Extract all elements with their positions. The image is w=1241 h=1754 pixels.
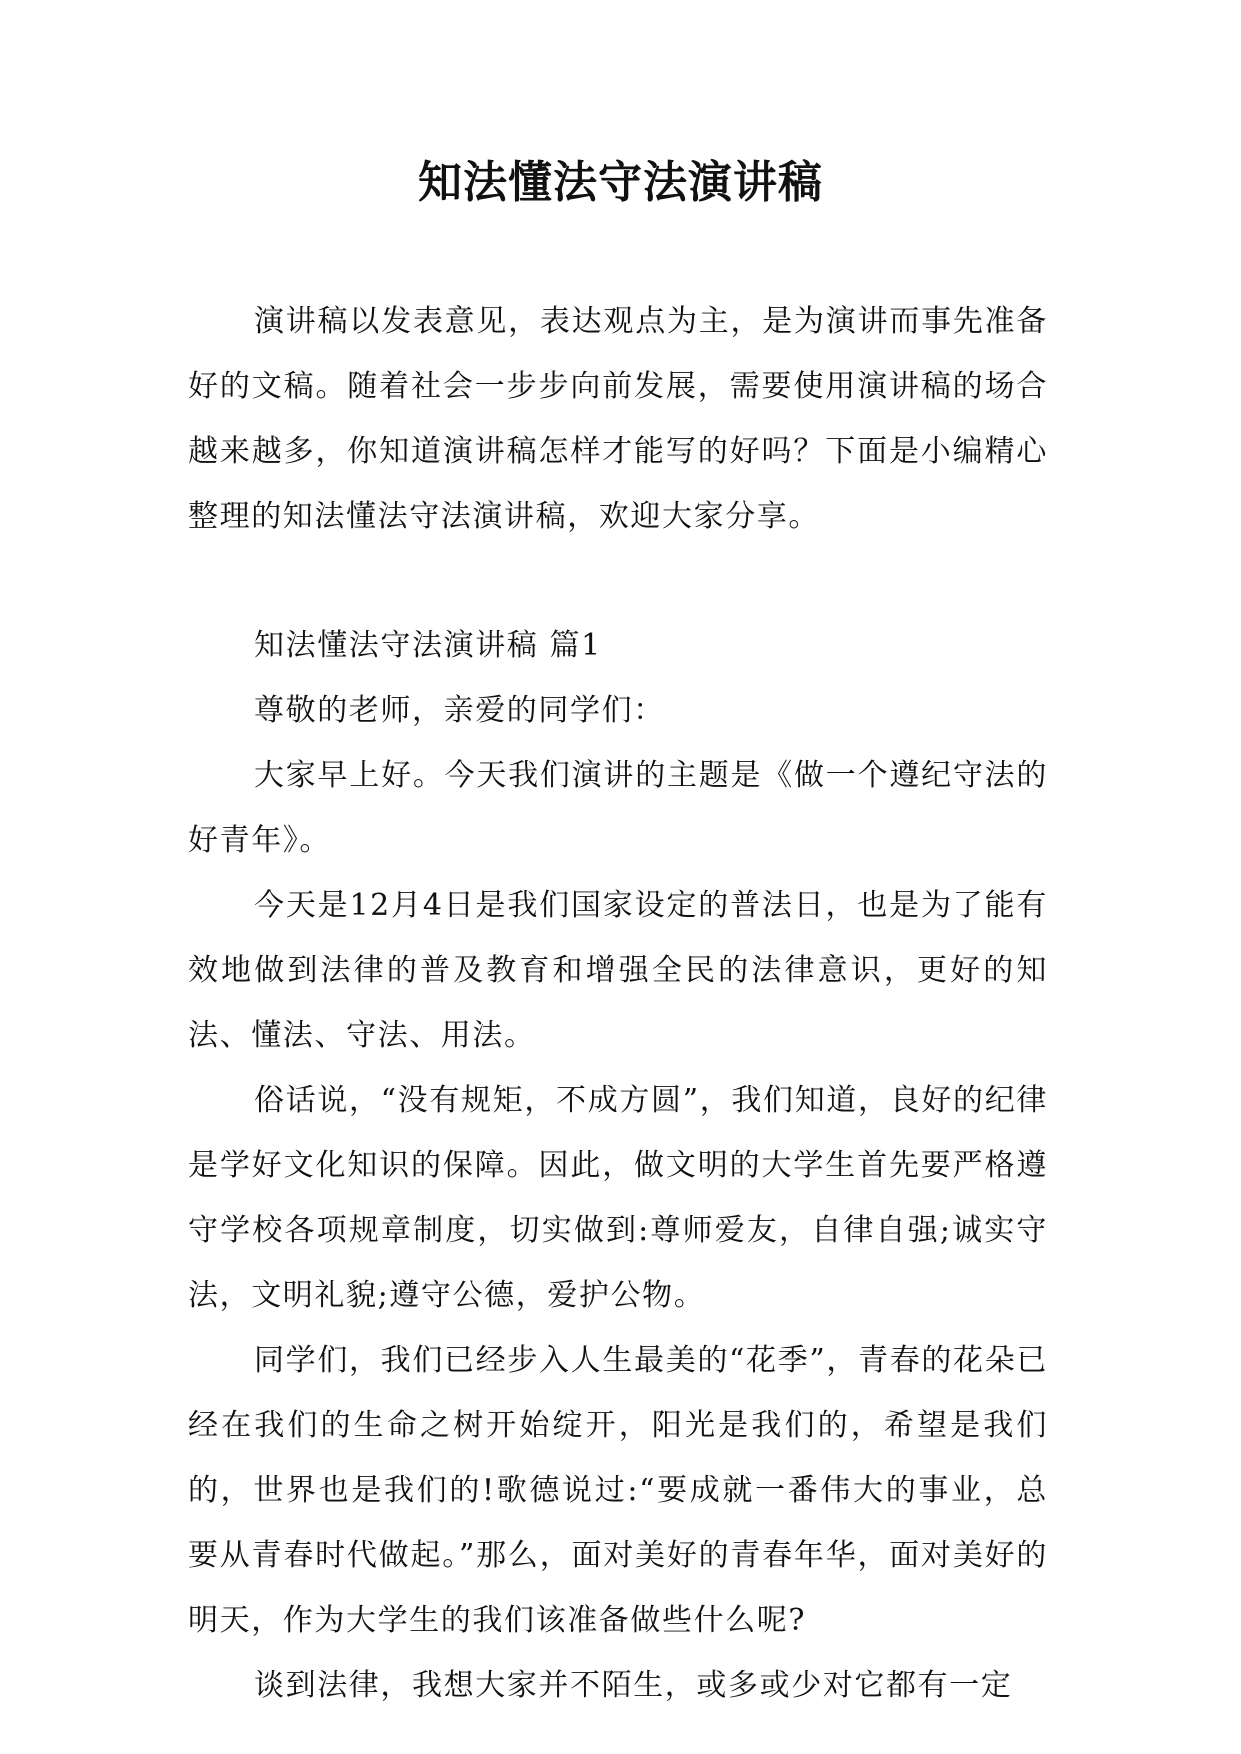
body-paragraph: 俗话说，“没有规矩，不成方圆”，我们知道，良好的纪律是学好文化知识的保障。因此，做文明的大学生首先要严格遵守学校各项规章制度，切实做到:尊师爱友，自律自强;诚实守法，文明礼貌;遵守公德，爱护公物。 — [188, 1083, 1048, 1313]
body-paragraph: 同学们，我们已经步入人生最美的“花季”，青春的花朵已经在我们的生命之树开始绽开，阳光是我们的，希望是我们的，世界也是我们的!歌德说过:“要成就一番伟大的事业，总要从青春时代做起。”那么，面对美好的青春年华，面对美好的明天，作为大学生的我们该准备做些什么呢? — [188, 1343, 1048, 1638]
body-paragraph: 大家早上好。今天我们演讲的主题是《做一个遵纪守法的好青年》。 — [188, 758, 1048, 858]
section-heading: 知法懂法守法演讲稿 篇1 — [254, 628, 602, 663]
document-body — [188, 289, 1048, 1718]
intro-paragraph: 演讲稿以发表意见，表达观点为主，是为演讲而事先准备好的文稿。随着社会一步步向前发展，需要使用演讲稿的场合越来越多，你知道演讲稿怎样才能写的好吗？下面是小编精心整理的知法懂法守法演讲稿，欢迎大家分享。 — [188, 304, 1048, 534]
body-paragraph: 谈到法律，我想大家并不陌生，或多或少对它都有一定 — [254, 1668, 1013, 1703]
document-title: 知法懂法守法演讲稿 — [418, 157, 823, 208]
body-paragraph: 今天是12月4日是我们国家设定的普法日，也是为了能有效地做到法律的普及教育和增强全民的法律意识，更好的知法、懂法、守法、用法。 — [188, 888, 1048, 1053]
greeting-paragraph: 尊敬的老师，亲爱的同学们： — [254, 693, 665, 728]
